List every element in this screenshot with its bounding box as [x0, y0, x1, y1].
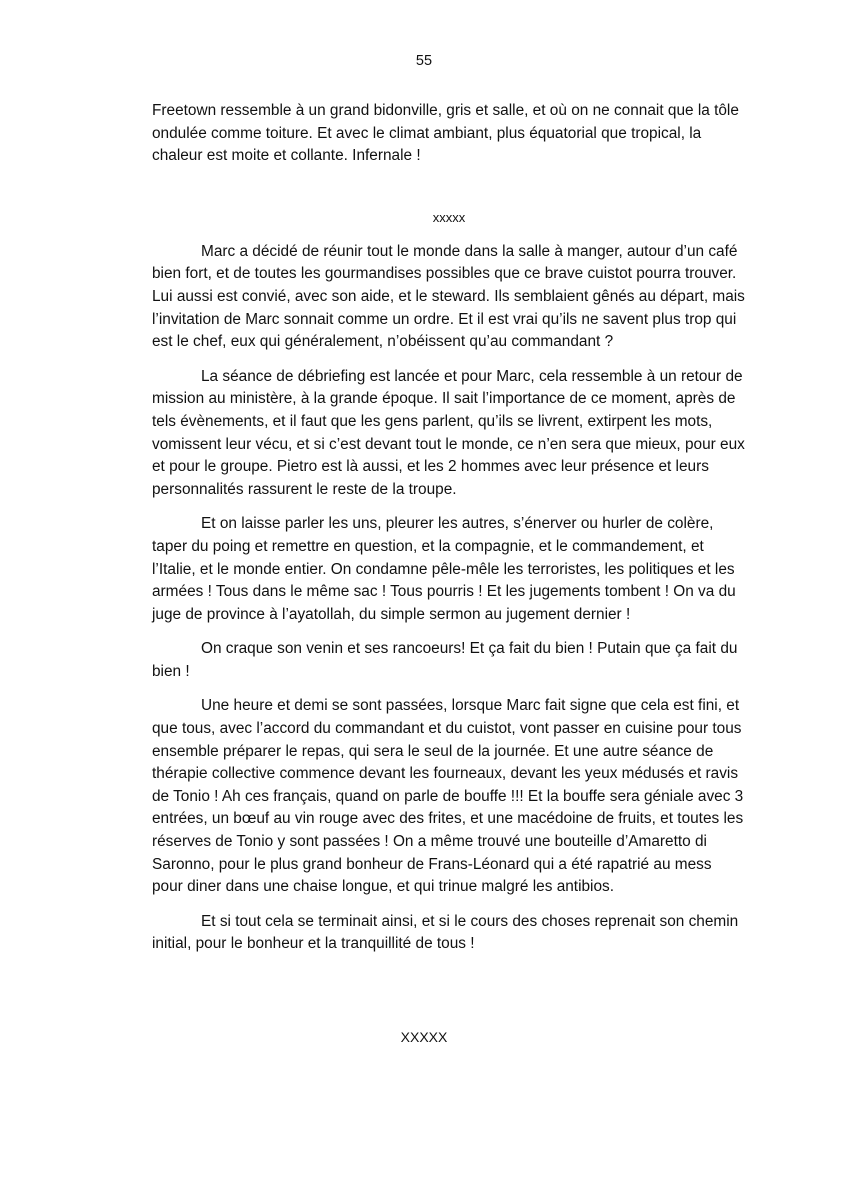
section-separator: xxxxx [432, 209, 466, 225]
paragraph-colere: Et on laisse parler les uns, pleurer les autres, s’énerver ou hurler de colère, taper du poing et remettre en question, et la compagnie, et le commandement, et l’Italie, et le monde entier. On condamne pêle-mêle les terroristes, les politiques et les armées ! Tous dans le même sac ! Tous pourris ! Et les jugements tombent ! On va du juge de province à l’ayatollah, du simple sermon au jugement dernier ! [152, 515, 736, 623]
paragraph-debriefing: La séance de débriefing est lancée et pour Marc, cela ressemble à un retour de mission au ministère, à la grande époque. Il sait l’importance de ce moment, après de tels évènements, et il faut que les gens parlent, qu’ils se livrent, extirpent les mots, vomissent leur vécu, et si c’est devant tout le monde, ce n’en sera que mieux, pour eux et pour le groupe. Pietro est là aussi, et les 2 hommes avec leur présence et leurs personnalités rassurent le reste de la troupe. [152, 367, 745, 498]
paragraph-repas: Une heure et demi se sont passées, lorsque Marc fait signe que cela est fini, et que tous, avec l’accord du commandant et du cuistot, vont passer en cuisine pour tous ensemble préparer le repas, qui sera le seul de la journée. Et une autre séance de thérapie collective commence devant les fourneaux, devant les yeux médusés et ravis de Tonio ! Ah ces français, quand on parle de bouffe !!! Et la bouffe sera géniale avec 3 entrées, un bœuf au vin rouge avec des frites, et une macédoine de fruits, et toutes les réserves de Tonio y sont passées ! On a même trouvé une bouteille d’Amaretto di Saronno, pour le plus grand bonheur de Frans-Léonard qui a été rapatrié au mess pour diner dans une chaise longue, et qui trinue malgré les antibios. [152, 697, 744, 896]
paragraph-reunion: Marc a décidé de réunir tout le monde dans la salle à manger, autour d’un café bien fort, et de toutes les gourmandises possibles que ce brave cuistot pourra trouver. Lui aussi est convié, avec son aide, et le steward. Ils semblaient gênés au départ, mais l’invitation de Marc sonnait comme un ordre. Et il est vrai qu’ils ne savent plus trop qui est le chef, eux qui généralement, n’obéissent qu’au commandant ? [152, 242, 745, 351]
body-text [152, 100, 746, 968]
paragraph-conclusion: Et si tout cela se terminait ainsi, et si le cours des choses reprenait son chemin initial, pour le bonheur et la tranquillité de tous ! [152, 912, 739, 953]
end-separator: XXXXX [400, 1029, 448, 1045]
page-number: 55 [415, 53, 433, 69]
paragraph-freetown: Freetown ressemble à un grand bidonville, gris et salle, et où on ne connait que la tôle ondulée comme toiture. Et avec le climat ambiant, plus équatorial que tropical, la chaleur est moite et collante. Infernale ! [152, 102, 739, 165]
paragraph-venin: On craque son venin et ses rancoeurs! Et ça fait du bien ! Putain que ça fait du bien ! [152, 640, 738, 680]
